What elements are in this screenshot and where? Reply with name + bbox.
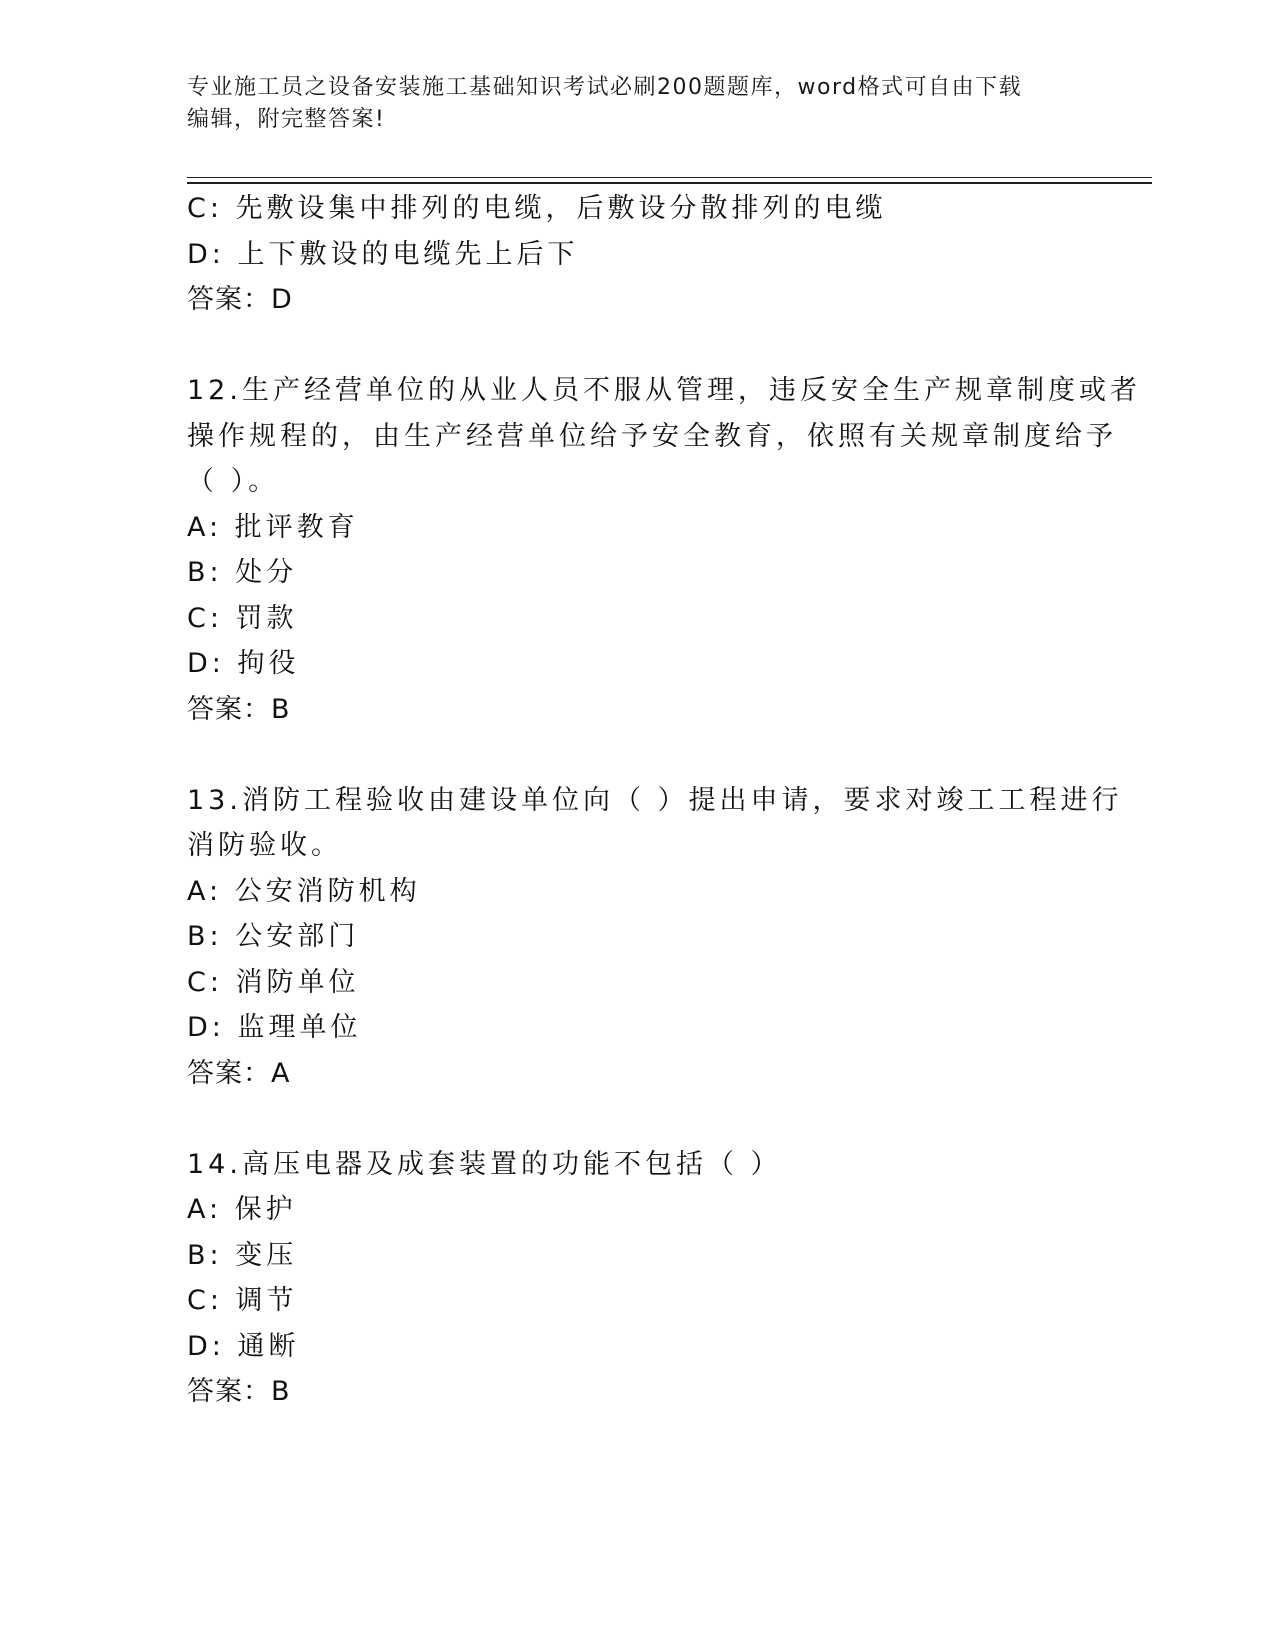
question-14-option-d: D: 通断 — [187, 1330, 300, 1362]
question-14-option-a: A: 保护 — [187, 1194, 297, 1225]
question-11-option-c: C: 先敷设集中排列的电缆，后敷设分散排列的电缆 — [187, 193, 887, 224]
question-11-option-d: D: 上下敷设的电缆先上后下 — [187, 238, 579, 270]
question-12-option-c: C: 罚款 — [187, 602, 298, 634]
question-12-answer: 答案：B — [187, 693, 291, 725]
question-13-option-a: A: 公安消防机构 — [187, 875, 421, 907]
question-14-stem-line-1: 14.高压电器及成套装置的功能不包括（ ） — [187, 1148, 782, 1180]
question-14-answer: 答案：B — [187, 1376, 291, 1407]
question-11-tail — [187, 186, 1087, 323]
header-title-line-2: 编辑，附完整答案! — [187, 107, 386, 132]
header-divider-thick — [187, 182, 1152, 184]
question-12-option-d: D: 拘役 — [187, 648, 300, 679]
header-divider-thin — [187, 177, 1152, 178]
question-14-option-c: C: 调节 — [187, 1285, 298, 1316]
question-13-option-b: B: 公安部门 — [187, 921, 360, 952]
spacer — [187, 732, 1087, 778]
header-title-line-1: 专业施工员之设备安装施工基础知识考试必刷200题题库，word格式可自由下载 — [187, 75, 1023, 100]
question-13 — [187, 778, 1123, 1097]
question-13-option-c: C: 消防单位 — [187, 966, 360, 998]
question-12-stem-line-3: （ ）。 — [187, 466, 280, 497]
question-14-option-b: B: 变压 — [187, 1239, 298, 1271]
question-12-option-a: A: 批评教育 — [187, 511, 359, 543]
question-13-option-d: D: 监理单位 — [187, 1012, 362, 1043]
page-header — [187, 72, 1067, 136]
question-13-stem-line-2: 消防验收。 — [187, 830, 342, 861]
spacer — [187, 1096, 1087, 1142]
question-12-option-b: B: 处分 — [187, 557, 298, 588]
question-13-answer: 答案：A — [187, 1057, 291, 1089]
question-14 — [187, 1142, 1087, 1415]
question-13-stem-line-1: 13.消防工程验收由建设单位向（ ）提出申请，要求对竣工工程进行 — [187, 784, 1123, 816]
question-11-answer: 答案：D — [187, 284, 293, 315]
question-list — [187, 186, 1141, 1415]
spacer — [187, 323, 1087, 369]
question-12-stem-line-2: 操作规程的，由生产经营单位给予安全教育，依照有关规章制度给予 — [187, 420, 1117, 452]
question-12-stem-line-1: 12.生产经营单位的从业人员不服从管理，违反安全生产规章制度或者 — [187, 375, 1141, 406]
question-12 — [187, 368, 1141, 732]
